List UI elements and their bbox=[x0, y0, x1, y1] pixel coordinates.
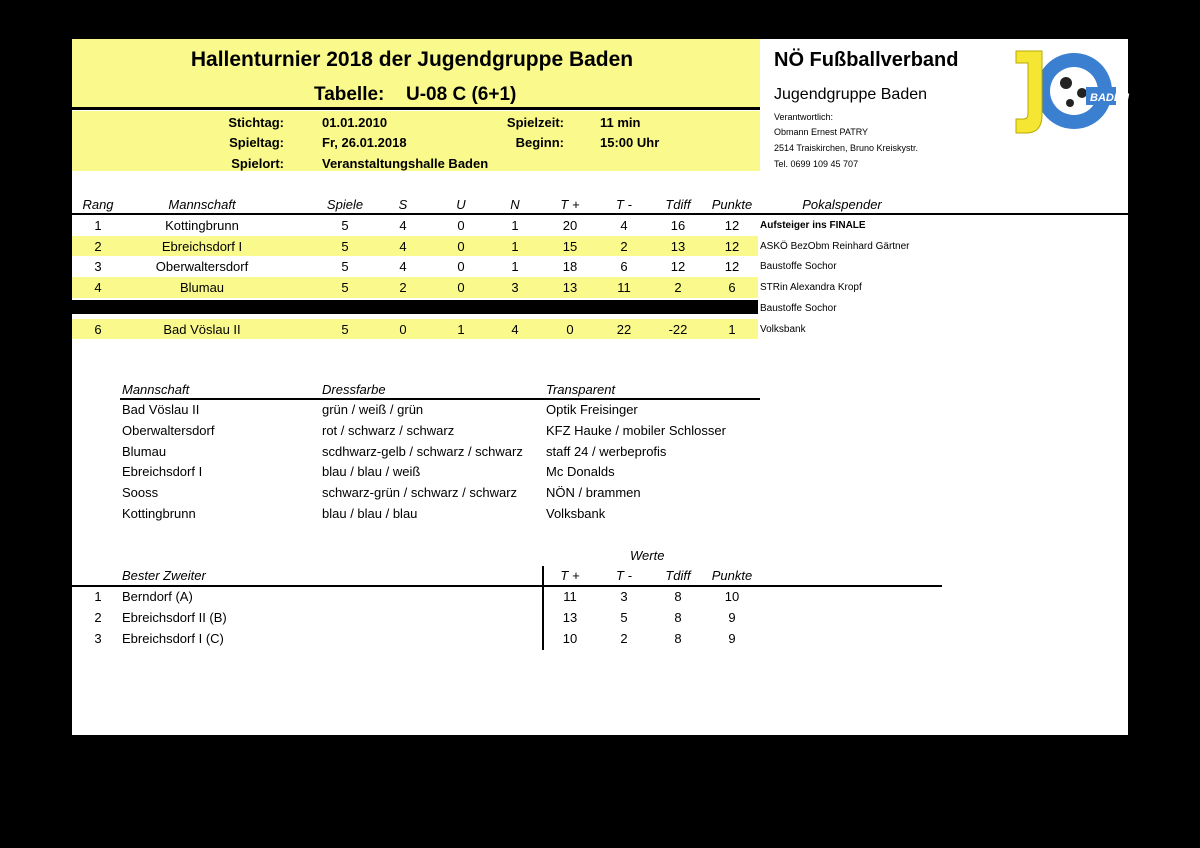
spieltag-label: Spieltag: bbox=[229, 135, 284, 150]
spielort-label: Spielort: bbox=[231, 156, 284, 171]
beginn-label: Beginn: bbox=[515, 135, 564, 150]
zweiter-cell-tm: 2 bbox=[620, 630, 628, 646]
standings-cell-team: Kottingbrunn bbox=[165, 218, 239, 233]
spielzeit-label: Spielzeit: bbox=[506, 115, 564, 130]
standings-cell-spiele: 5 bbox=[341, 321, 349, 337]
standings-cell-team: Bad Vöslau II bbox=[163, 321, 241, 337]
zweiter-cell-team: Ebreichsdorf II (B) bbox=[122, 609, 227, 625]
dress-banner: KFZ Hauke / mobiler Schlosser bbox=[546, 422, 726, 438]
resp-address: 2514 Traiskirchen, Bruno Kreiskystr. bbox=[774, 143, 919, 153]
standings-cell-u: 0 bbox=[457, 259, 465, 275]
standings-cell-s: 4 bbox=[399, 259, 407, 275]
standings-cell-tp: 0 bbox=[566, 321, 574, 337]
standings-cell-tm: 22 bbox=[616, 321, 632, 337]
standings-cell-tm: 6 bbox=[620, 259, 628, 275]
standings-cell-spiele: 5 bbox=[341, 218, 349, 233]
standings-cell-sponsor: Aufsteiger ins FINALE bbox=[760, 220, 866, 231]
dress-banner: NÖN / brammen bbox=[546, 485, 641, 501]
dress-color: rot / schwarz / schwarz bbox=[322, 422, 455, 438]
standings-cell-pkt: 12 bbox=[724, 259, 740, 275]
standings-cell-n: 1 bbox=[511, 218, 519, 233]
standings-cell-pkt: 6 bbox=[728, 280, 736, 296]
dress-banner: Optik Freisinger bbox=[546, 402, 638, 417]
dress-color: blau / blau / blau bbox=[322, 506, 418, 521]
standings-cell-u: 0 bbox=[457, 280, 465, 296]
zweiter-cell-tp: 13 bbox=[562, 609, 578, 625]
standings-header-8: Tdiff bbox=[665, 197, 691, 212]
spielzeit-value: 11 min bbox=[600, 115, 641, 130]
zweiter-header-2: T - bbox=[616, 568, 632, 583]
standings-cell-pkt: 1 bbox=[728, 321, 736, 337]
resp-person: Obmann Ernest PATRY bbox=[774, 127, 869, 137]
standings-header-0: Rang bbox=[82, 197, 114, 212]
standings-cell-spiele: 5 bbox=[341, 280, 349, 296]
resp-label: Verantwortlich: bbox=[774, 112, 834, 122]
standings-cell-tm: 11 bbox=[617, 280, 631, 296]
dress-color: schwarz-grün / schwarz / schwarz bbox=[322, 485, 518, 501]
standings-cell-team: Oberwaltersdorf bbox=[155, 259, 249, 275]
zweiter-cell-pkt: 10 bbox=[724, 589, 740, 604]
dress-header-line bbox=[120, 398, 760, 400]
spielort-value: Veranstaltungshalle Baden bbox=[322, 156, 489, 171]
zweiter-cell-tp: 10 bbox=[562, 630, 578, 646]
standings-cell-spiele: 5 bbox=[341, 259, 349, 275]
standings-cell-s: 2 bbox=[399, 280, 407, 296]
standings-header-2: Spiele bbox=[326, 197, 364, 212]
standings-cell-n: 1 bbox=[511, 259, 519, 275]
zweiter-cell-pkt: 9 bbox=[728, 609, 736, 625]
beginn-value: 15:00 Uhr bbox=[600, 135, 660, 150]
standings-cell-spiele: 5 bbox=[341, 238, 349, 254]
dress-banner: Mc Donalds bbox=[546, 464, 615, 480]
standings-cell-td: 16 bbox=[670, 218, 686, 233]
standings-cell-td: -22 bbox=[668, 321, 688, 337]
zweiter-cell-team: Berndorf (A) bbox=[122, 589, 193, 604]
standings-cell-n: 1 bbox=[511, 238, 519, 254]
table-value: U-08 C (6+1) bbox=[406, 84, 517, 105]
dress-team: Bad Vöslau II bbox=[122, 402, 200, 417]
standings-cell-td: 2 bbox=[674, 280, 682, 296]
standings-header-7: T - bbox=[616, 197, 632, 212]
zweiter-cell-td: 8 bbox=[674, 630, 682, 646]
dress-team: Kottingbrunn bbox=[122, 506, 196, 521]
dress-color: scdhwarz-gelb / schwarz / schwarz bbox=[322, 443, 523, 459]
standings-cell-rang: 1 bbox=[94, 218, 102, 233]
standings-cell-tp: 13 bbox=[562, 280, 578, 296]
dress-team: Oberwaltersdorf bbox=[122, 422, 215, 438]
jugendgruppe-logo-icon bbox=[1012, 45, 1130, 137]
standings-cell-tp: 15 bbox=[562, 238, 578, 254]
werte-label: Werte bbox=[630, 548, 665, 563]
zweiter-cell-td: 8 bbox=[674, 609, 682, 625]
standings-cell-pkt: 12 bbox=[724, 218, 740, 233]
stichtag-value: 01.01.2010 bbox=[322, 115, 388, 130]
dress-color: grün / weiß / grün bbox=[322, 402, 424, 417]
document-page bbox=[72, 39, 1128, 735]
dress-team: Blumau bbox=[122, 443, 167, 459]
table-label: Tabelle: bbox=[314, 84, 385, 105]
zweiter-header-1: T + bbox=[560, 568, 580, 583]
zweiter-cell-tm: 3 bbox=[620, 589, 628, 604]
dress-team: Ebreichsdorf I bbox=[122, 464, 203, 480]
standings-header-5: N bbox=[510, 197, 520, 212]
standings-header-6: T + bbox=[560, 197, 580, 212]
zweiter-cell-tm: 5 bbox=[620, 609, 628, 625]
dress-team: Sooss bbox=[122, 485, 159, 501]
standings-header-1: Mannschaft bbox=[168, 197, 236, 212]
standings-cell-sponsor: STRin Alexandra Kropf bbox=[760, 282, 862, 294]
zweiter-header-line bbox=[72, 585, 942, 587]
dress-header-1: Dressfarbe bbox=[322, 382, 386, 397]
zweiter-rank: 2 bbox=[94, 609, 102, 625]
tournament-title: Hallenturnier 2018 der Jugendgruppe Baden bbox=[190, 48, 634, 71]
standings-cell-td: 13 bbox=[670, 238, 686, 254]
standings-cell-sponsor: Baustoffe Sochor bbox=[760, 302, 837, 314]
zweiter-cell-pkt: 9 bbox=[728, 630, 736, 646]
standings-cell-u: 0 bbox=[457, 218, 465, 233]
standings-cell-team: Ebreichsdorf I bbox=[161, 238, 243, 254]
org-name: NÖ Fußballverband bbox=[774, 49, 959, 71]
zweiter-header-0: Bester Zweiter bbox=[122, 568, 206, 583]
zweiter-cell-tp: 11 bbox=[563, 589, 577, 604]
standings-cell-td: 12 bbox=[670, 259, 686, 275]
standings-header-9: Punkte bbox=[711, 197, 753, 212]
row-blackout bbox=[72, 300, 758, 314]
spieltag-value: Fr, 26.01.2018 bbox=[322, 135, 407, 150]
zweiter-cell-td: 8 bbox=[674, 589, 682, 604]
standings-cell-n: 3 bbox=[511, 280, 519, 296]
zweiter-rank: 3 bbox=[94, 630, 102, 646]
dress-banner: staff 24 / werbeprofis bbox=[546, 443, 667, 459]
resp-phone: Tel. 0699 109 45 707 bbox=[774, 159, 859, 169]
standings-cell-rang: 6 bbox=[94, 321, 102, 337]
dress-banner: Volksbank bbox=[546, 506, 606, 521]
standings-cell-sponsor: ASKÖ BezObm Reinhard Gärtner bbox=[760, 240, 910, 252]
zweiter-rank: 1 bbox=[94, 589, 102, 604]
title-divider bbox=[72, 107, 760, 110]
standings-cell-tm: 2 bbox=[620, 238, 628, 254]
standings-cell-s: 4 bbox=[399, 218, 407, 233]
standings-cell-rang: 2 bbox=[94, 238, 102, 254]
standings-header-3: S bbox=[398, 197, 408, 212]
standings-cell-rang: 4 bbox=[94, 280, 102, 296]
standings-cell-tm: 4 bbox=[620, 218, 628, 233]
standings-cell-sponsor: Baustoffe Sochor bbox=[760, 261, 837, 273]
standings-cell-pkt: 12 bbox=[724, 238, 740, 254]
dress-header-0: Mannschaft bbox=[122, 382, 190, 397]
dress-header-2: Transparent bbox=[546, 382, 616, 397]
stichtag-label: Stichtag: bbox=[228, 115, 284, 130]
logo-text: BADEN bbox=[1090, 92, 1130, 104]
org-group: Jugendgruppe Baden bbox=[774, 86, 928, 103]
dress-color: blau / blau / weiß bbox=[322, 464, 421, 480]
standings-cell-tp: 18 bbox=[562, 259, 578, 275]
zweiter-header-4: Punkte bbox=[711, 568, 753, 583]
standings-cell-team: Blumau bbox=[179, 280, 225, 296]
standings-cell-sponsor: Volksbank bbox=[760, 323, 806, 335]
standings-header-10: Pokalspender bbox=[802, 197, 882, 212]
standings-cell-u: 0 bbox=[457, 238, 465, 254]
zweiter-cell-team: Ebreichsdorf I (C) bbox=[122, 630, 224, 646]
standings-cell-tp: 20 bbox=[562, 218, 578, 233]
zweiter-vertical-line bbox=[542, 566, 544, 650]
standings-header-4: U bbox=[456, 197, 466, 212]
standings-cell-u: 1 bbox=[457, 321, 465, 337]
zweiter-header-3: Tdiff bbox=[665, 568, 691, 583]
standings-cell-s: 4 bbox=[399, 238, 407, 254]
standings-header-line bbox=[72, 213, 1128, 215]
standings-cell-s: 0 bbox=[399, 321, 407, 337]
standings-cell-n: 4 bbox=[511, 321, 519, 337]
standings-cell-rang: 3 bbox=[94, 259, 102, 275]
